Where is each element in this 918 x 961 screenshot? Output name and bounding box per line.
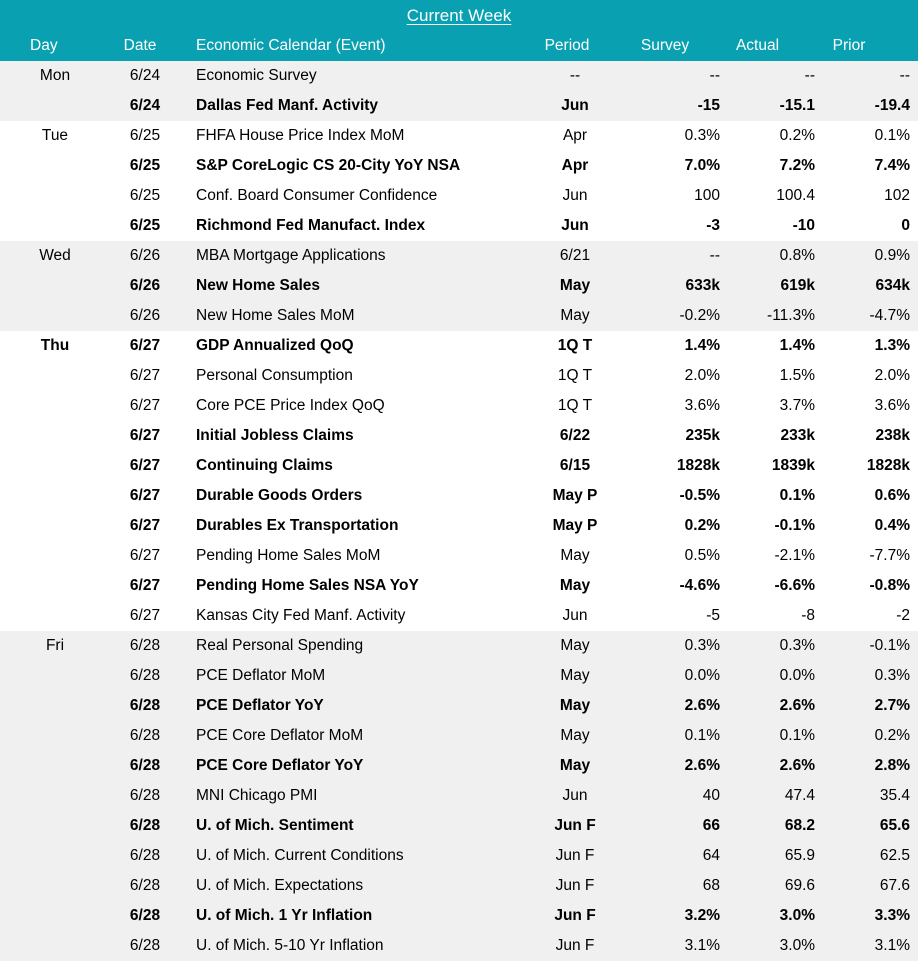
event-cell: Personal Consumption (196, 367, 353, 384)
event-cell: Real Personal Spending (196, 637, 364, 654)
date-cell: 6/26 (129, 277, 161, 294)
actual-cell: -2.1% (774, 547, 815, 564)
table-row (0, 631, 918, 661)
survey-cell: 100 (694, 187, 720, 204)
event-cell: U. of Mich. Current Conditions (196, 847, 404, 864)
day-cell (0, 661, 110, 691)
table-row (0, 931, 918, 961)
date-cell: 6/27 (129, 397, 161, 414)
prior-cell: 1.3% (874, 337, 910, 354)
actual-cell: 233k (780, 427, 815, 444)
table-row (0, 181, 918, 211)
event-cell: Durables Ex Transportation (196, 517, 399, 534)
survey-cell: 64 (702, 847, 720, 864)
period-cell: May (560, 307, 590, 324)
prior-cell: 0 (901, 217, 910, 234)
day-cell (0, 841, 110, 871)
table-row (0, 721, 918, 751)
day-cell (0, 151, 110, 181)
prior-cell: -- (899, 67, 910, 84)
period-cell: Jun (562, 187, 588, 204)
event-cell: Richmond Fed Manufact. Index (196, 217, 426, 234)
prior-cell: 0.3% (874, 667, 910, 684)
date-cell: 6/28 (129, 847, 161, 864)
table-row (0, 481, 918, 511)
day-cell (0, 361, 110, 391)
survey-cell: 3.1% (684, 937, 720, 954)
survey-cell: 66 (702, 817, 720, 834)
event-cell: Dallas Fed Manf. Activity (196, 97, 379, 114)
date-cell: 6/27 (129, 457, 161, 474)
prior-cell: 3.6% (874, 397, 910, 414)
prior-cell: 65.6 (879, 817, 910, 834)
prior-cell: 67.6 (879, 877, 910, 894)
table-title-bar (0, 0, 918, 31)
column-header-prior: Prior (832, 37, 866, 54)
event-cell: FHFA House Price Index MoM (196, 127, 405, 144)
period-cell: 1Q T (557, 397, 593, 414)
day-cell: Thu (40, 337, 70, 354)
period-cell: May (560, 637, 590, 654)
prior-cell: -19.4 (874, 97, 910, 114)
table-row (0, 271, 918, 301)
date-cell: 6/24 (129, 67, 161, 84)
column-header-row (0, 31, 918, 61)
table-row (0, 331, 918, 361)
day-cell (0, 811, 110, 841)
actual-cell: 3.0% (779, 907, 815, 924)
survey-cell: 0.3% (684, 127, 720, 144)
table-row (0, 571, 918, 601)
survey-cell: 2.6% (684, 757, 720, 774)
day-cell (0, 541, 110, 571)
prior-cell: -0.8% (869, 577, 910, 594)
day-cell (0, 91, 110, 121)
actual-cell: -6.6% (774, 577, 815, 594)
date-cell: 6/28 (129, 817, 161, 834)
survey-cell: 2.0% (684, 367, 720, 384)
event-cell: Pending Home Sales MoM (196, 547, 381, 564)
prior-cell: 3.1% (874, 937, 910, 954)
actual-cell: -0.1% (774, 517, 815, 534)
date-cell: 6/28 (129, 637, 161, 654)
table-row (0, 451, 918, 481)
actual-cell: -10 (792, 217, 815, 234)
date-cell: 6/28 (129, 937, 161, 954)
actual-cell: 0.3% (779, 637, 815, 654)
prior-cell: 1828k (866, 457, 910, 474)
survey-cell: 2.6% (684, 697, 720, 714)
survey-cell: -- (709, 67, 720, 84)
actual-cell: 68.2 (784, 817, 815, 834)
day-cell (0, 781, 110, 811)
period-cell: Jun F (554, 907, 596, 924)
prior-cell: 2.7% (874, 697, 910, 714)
survey-cell: 0.2% (684, 517, 720, 534)
table-row (0, 391, 918, 421)
table-row (0, 781, 918, 811)
actual-cell: 3.7% (779, 397, 815, 414)
table-row (0, 61, 918, 91)
date-cell: 6/28 (129, 787, 161, 804)
period-cell: May (560, 667, 590, 684)
day-cell (0, 691, 110, 721)
prior-cell: 2.8% (874, 757, 910, 774)
period-cell: 6/15 (559, 457, 591, 474)
period-cell: Jun F (555, 937, 595, 954)
survey-cell: -15 (697, 97, 720, 114)
table-row (0, 241, 918, 271)
table-row (0, 91, 918, 121)
event-cell: PCE Deflator MoM (196, 667, 326, 684)
date-cell: 6/27 (129, 367, 161, 384)
date-cell: 6/28 (129, 757, 161, 774)
event-cell: Kansas City Fed Manf. Activity (196, 607, 406, 624)
survey-cell: 1828k (676, 457, 720, 474)
table-row (0, 751, 918, 781)
period-cell: May (560, 727, 590, 744)
column-header-period: Period (544, 37, 590, 54)
event-cell: U. of Mich. 5-10 Yr Inflation (196, 937, 384, 954)
date-cell: 6/27 (129, 337, 161, 354)
column-header-actual: Actual (735, 37, 780, 54)
event-cell: U. of Mich. 1 Yr Inflation (196, 907, 373, 924)
period-cell: Apr (561, 157, 589, 174)
actual-cell: 2.6% (779, 697, 815, 714)
survey-cell: 0.0% (684, 667, 720, 684)
day-cell (0, 721, 110, 751)
date-cell: 6/26 (129, 247, 161, 264)
period-cell: Jun (561, 217, 589, 234)
survey-cell: -0.5% (679, 487, 720, 504)
event-cell: Durable Goods Orders (196, 487, 363, 504)
period-cell: Jun (561, 97, 589, 114)
date-cell: 6/25 (129, 217, 161, 234)
event-cell: Continuing Claims (196, 457, 333, 474)
date-cell: 6/28 (129, 667, 161, 684)
column-header-event: Economic Calendar (Event) (196, 37, 386, 54)
table-title: Current Week (406, 6, 512, 25)
day-cell (0, 751, 110, 781)
day-cell: Wed (39, 247, 71, 264)
table-row (0, 691, 918, 721)
day-cell: Fri (45, 637, 65, 654)
table-row (0, 901, 918, 931)
day-cell (0, 511, 110, 541)
period-cell: Jun F (554, 817, 596, 834)
event-cell: S&P CoreLogic CS 20-City YoY NSA (196, 157, 461, 174)
period-cell: May (559, 577, 591, 594)
period-cell: May P (552, 487, 598, 504)
survey-cell: -3 (706, 217, 720, 234)
table-row (0, 301, 918, 331)
prior-cell: 35.4 (879, 787, 910, 804)
survey-cell: -0.2% (679, 307, 720, 324)
survey-cell: 1.4% (684, 337, 720, 354)
table-row (0, 361, 918, 391)
day-cell (0, 451, 110, 481)
event-cell: MBA Mortgage Applications (196, 247, 386, 264)
prior-cell: 2.0% (874, 367, 910, 384)
day-cell (0, 181, 110, 211)
period-cell: Jun (562, 787, 588, 804)
period-cell: 1Q T (557, 337, 593, 354)
period-cell: May (559, 757, 591, 774)
day-cell (0, 481, 110, 511)
survey-cell: 40 (702, 787, 720, 804)
actual-cell: 7.2% (779, 157, 815, 174)
period-cell: Jun (562, 607, 588, 624)
event-cell: Core PCE Price Index QoQ (196, 397, 385, 414)
date-cell: 6/28 (129, 907, 161, 924)
event-cell: New Home Sales MoM (196, 307, 355, 324)
date-cell: 6/24 (129, 97, 161, 114)
survey-cell: 235k (685, 427, 720, 444)
date-cell: 6/27 (129, 577, 161, 594)
survey-cell: -- (709, 247, 720, 264)
prior-cell: -7.7% (869, 547, 910, 564)
period-cell: 6/22 (559, 427, 591, 444)
event-cell: Conf. Board Consumer Confidence (196, 187, 438, 204)
actual-cell: -8 (801, 607, 815, 624)
table-row (0, 871, 918, 901)
prior-cell: -4.7% (869, 307, 910, 324)
actual-cell: 0.1% (779, 727, 815, 744)
period-cell: Jun F (555, 877, 595, 894)
table-row (0, 211, 918, 241)
table-row (0, 151, 918, 181)
date-cell: 6/27 (129, 517, 161, 534)
prior-cell: -2 (896, 607, 910, 624)
survey-cell: 0.3% (684, 637, 720, 654)
event-cell: Pending Home Sales NSA YoY (196, 577, 419, 594)
prior-cell: 0.2% (874, 727, 910, 744)
event-cell: PCE Core Deflator YoY (196, 757, 364, 774)
prior-cell: 0.1% (874, 127, 910, 144)
day-cell: Tue (41, 127, 69, 144)
period-cell: 1Q T (557, 367, 593, 384)
actual-cell: 0.1% (779, 487, 815, 504)
prior-cell: 7.4% (874, 157, 910, 174)
actual-cell: 0.0% (779, 667, 815, 684)
table-row (0, 601, 918, 631)
date-cell: 6/25 (129, 187, 161, 204)
date-cell: 6/26 (129, 307, 161, 324)
day-cell (0, 931, 110, 961)
actual-cell: -- (804, 67, 815, 84)
event-cell: PCE Deflator YoY (196, 697, 324, 714)
period-cell: -- (569, 67, 581, 84)
column-header-date: Date (123, 37, 157, 54)
period-cell: Apr (562, 127, 588, 144)
event-cell: MNI Chicago PMI (196, 787, 318, 804)
day-cell: Mon (39, 67, 71, 84)
date-cell: 6/25 (129, 127, 161, 144)
date-cell: 6/27 (129, 427, 161, 444)
day-cell (0, 391, 110, 421)
date-cell: 6/27 (129, 547, 161, 564)
actual-cell: 0.2% (779, 127, 815, 144)
actual-cell: 1.4% (779, 337, 815, 354)
period-cell: May (560, 547, 590, 564)
prior-cell: -0.1% (869, 637, 910, 654)
prior-cell: 634k (875, 277, 910, 294)
date-cell: 6/27 (129, 487, 161, 504)
table-row (0, 511, 918, 541)
prior-cell: 62.5 (879, 847, 910, 864)
survey-cell: 3.6% (684, 397, 720, 414)
survey-cell: 3.2% (684, 907, 720, 924)
actual-cell: 1.5% (779, 367, 815, 384)
period-cell: May (559, 697, 591, 714)
event-cell: U. of Mich. Expectations (196, 877, 364, 894)
survey-cell: -5 (706, 607, 720, 624)
prior-cell: 238k (875, 427, 910, 444)
date-cell: 6/28 (129, 877, 161, 894)
day-cell (0, 871, 110, 901)
period-cell: May P (552, 517, 598, 534)
event-cell: Initial Jobless Claims (196, 427, 354, 444)
actual-cell: 0.8% (779, 247, 815, 264)
survey-cell: 0.1% (684, 727, 720, 744)
day-cell (0, 601, 110, 631)
survey-cell: -4.6% (679, 577, 720, 594)
survey-cell: 68 (702, 877, 720, 894)
date-cell: 6/25 (129, 157, 161, 174)
prior-cell: 3.3% (874, 907, 910, 924)
period-cell: 6/21 (559, 247, 591, 264)
actual-cell: 47.4 (784, 787, 815, 804)
table-body (0, 61, 918, 961)
column-header-survey: Survey (640, 37, 690, 54)
date-cell: 6/27 (129, 607, 161, 624)
day-cell (0, 571, 110, 601)
prior-cell: 0.6% (874, 487, 910, 504)
actual-cell: -15.1 (779, 97, 815, 114)
actual-cell: 2.6% (779, 757, 815, 774)
prior-cell: 0.9% (874, 247, 910, 264)
actual-cell: 100.4 (776, 187, 815, 204)
table-row (0, 121, 918, 151)
survey-cell: 0.5% (684, 547, 720, 564)
table-row (0, 421, 918, 451)
table-row (0, 661, 918, 691)
table-row (0, 841, 918, 871)
prior-cell: 102 (884, 187, 910, 204)
day-cell (0, 271, 110, 301)
day-cell (0, 301, 110, 331)
actual-cell: -11.3% (767, 307, 815, 324)
event-cell: U. of Mich. Sentiment (196, 817, 354, 834)
event-cell: GDP Annualized QoQ (196, 337, 354, 354)
period-cell: May (559, 277, 591, 294)
event-cell: New Home Sales (196, 277, 321, 294)
table-row (0, 811, 918, 841)
day-cell (0, 421, 110, 451)
table-row (0, 541, 918, 571)
column-header-day: Day (30, 37, 58, 54)
date-cell: 6/28 (129, 727, 161, 744)
prior-cell: 0.4% (874, 517, 910, 534)
event-cell: PCE Core Deflator MoM (196, 727, 364, 744)
period-cell: Jun F (555, 847, 595, 864)
day-cell (0, 901, 110, 931)
actual-cell: 69.6 (784, 877, 815, 894)
actual-cell: 65.9 (784, 847, 815, 864)
actual-cell: 619k (780, 277, 815, 294)
event-cell: Economic Survey (196, 67, 317, 84)
actual-cell: 1839k (771, 457, 815, 474)
day-cell (0, 211, 110, 241)
actual-cell: 3.0% (779, 937, 815, 954)
date-cell: 6/28 (129, 697, 161, 714)
survey-cell: 7.0% (684, 157, 720, 174)
survey-cell: 633k (685, 277, 720, 294)
